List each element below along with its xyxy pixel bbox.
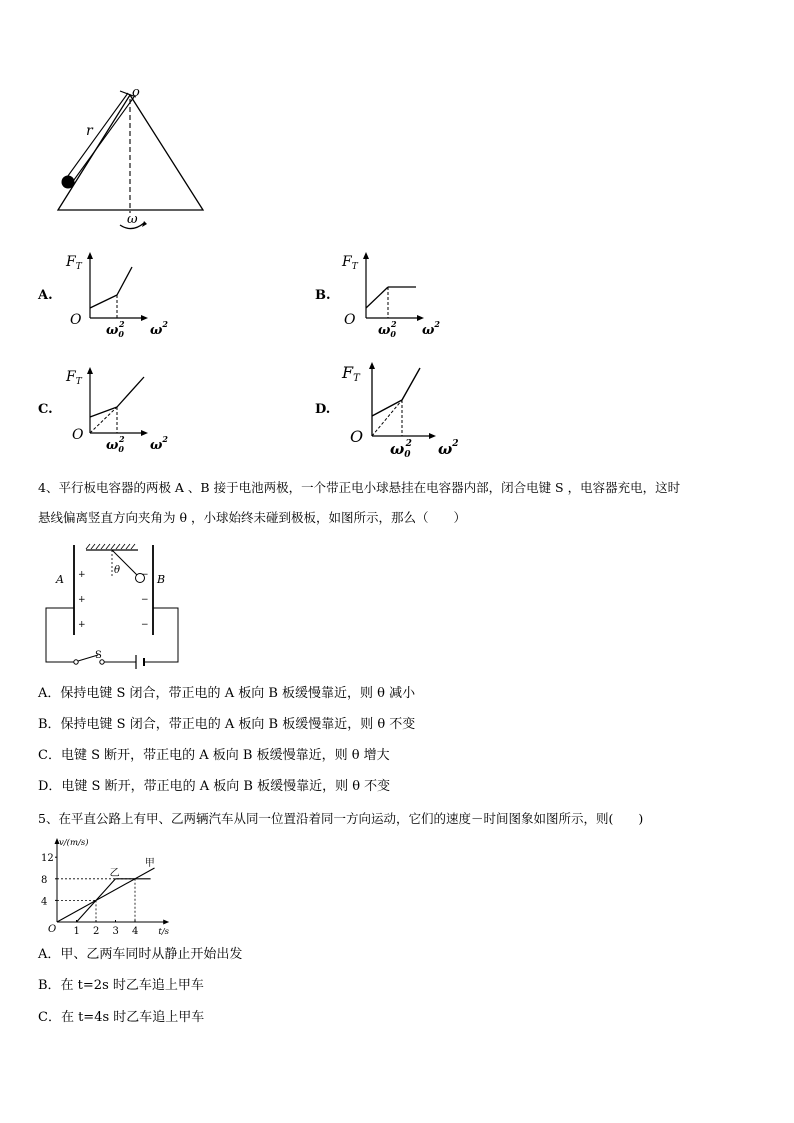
x-tick-label: 3 [112, 926, 119, 937]
label-s: S [95, 650, 102, 661]
label-b: B [157, 573, 166, 586]
svg-text:ω2 [422, 319, 440, 338]
label-omega: ω [127, 212, 138, 227]
plus-3: + [78, 620, 86, 630]
svg-text:FT [341, 363, 361, 384]
omega0-sup: 2 [118, 319, 125, 329]
minus-2: − [141, 595, 149, 605]
graph-c [62, 365, 177, 453]
omega0-label: ω [378, 323, 391, 338]
svg-text:ω2 [438, 439, 459, 458]
omega-axis-label: ω [422, 323, 435, 338]
plus-2: + [78, 595, 86, 605]
y-tick-label: 12 [41, 853, 54, 865]
ft-sub: T [75, 262, 82, 272]
origin-label: O [72, 427, 84, 443]
omega-axis-label: ω [438, 440, 453, 458]
ft-sub: T [75, 377, 82, 387]
x-axis-label: t/s [158, 927, 170, 937]
series-yi-label: 乙 [109, 867, 120, 879]
x-tick-label: 1 [73, 926, 80, 937]
series-jia-label: 甲 [144, 858, 155, 869]
omega0-label: ω [106, 323, 119, 338]
ball [62, 176, 75, 189]
plus-1: + [78, 570, 86, 580]
q4-stem-line2: 悬线偏离竖直方向夹角为 θ ，小球始终未碰到极板，如图所示，那么（ ） [38, 510, 466, 525]
graph-a [62, 250, 177, 338]
origin-label: O [350, 427, 364, 446]
x-axis-arrow [163, 920, 169, 925]
origin-label: O [344, 312, 356, 328]
graph-a-line1 [90, 295, 117, 308]
ft-sub: T [353, 373, 360, 384]
minus-3: − [141, 620, 149, 630]
y-tick-label: 8 [41, 874, 48, 886]
graph-c-line1 [90, 407, 117, 417]
graph-b-line1 [366, 287, 388, 308]
ft-label: F [342, 254, 352, 270]
omega-axis-label: ω [150, 438, 163, 453]
graph-option-a-label: A. [38, 288, 53, 303]
ft-label: F [66, 254, 76, 270]
graph-option-c-label: C. [38, 402, 53, 417]
q4-stem-line1: 4、平行板电容器的两极 A 、B 接于电池两极，一个带正电小球悬挂在电容器内部，闭合电键 S ，电容器充电，这时 [38, 480, 681, 495]
origin-label: O [48, 924, 57, 935]
series-jia-line [57, 868, 155, 922]
graph-d [340, 360, 470, 458]
omega-axis-sup: 2 [434, 319, 440, 329]
graph-c-line2 [117, 377, 144, 407]
omega0-sub: 0 [390, 329, 396, 338]
graph-option-b-label: B. [315, 288, 331, 303]
graph-d-line1 [372, 400, 402, 416]
svg-text:FT [341, 254, 359, 272]
vt-chart [30, 835, 180, 940]
string-line-1 [65, 93, 128, 180]
minus-1: − [141, 570, 149, 580]
q4-option-d: D．电键 S 断开，带正电的 A 板向 B 板缓慢靠近，则 θ 不变 [38, 779, 391, 794]
omega0-label: ω [106, 438, 119, 453]
switch-contact-1 [74, 660, 78, 664]
svg-text:ω02 [106, 319, 125, 338]
q5-stem: 5、在平直公路上有甲、乙两辆汽车从同一位置沿着同一方向运动，它们的速度－时间图象如图所示，则( ) [38, 811, 644, 826]
omega-axis-label: ω [150, 323, 163, 338]
svg-text:ω2 [150, 319, 168, 338]
omega0-sup: 2 [405, 439, 412, 449]
q5-option-b: B．在 t=2s 时乙车追上甲车 [38, 978, 204, 993]
q4-option-b: B．保持电键 S 闭合，带正电的 A 板向 B 板缓慢靠近，则 θ 不变 [38, 717, 416, 732]
omega-axis-sup: 2 [452, 439, 459, 449]
svg-text:ω2 [150, 434, 168, 453]
q5-option-c: C．在 t=4s 时乙车追上甲车 [38, 1010, 205, 1025]
omega0-sup: 2 [390, 319, 397, 329]
q4-option-a: A．保持电键 S 闭合，带正电的 A 板向 B 板缓慢靠近，则 θ 减小 [38, 686, 416, 701]
graph-a-line2 [117, 267, 132, 295]
x-tick-label: 4 [132, 926, 139, 937]
label-theta: θ [114, 565, 121, 576]
ft-sub: T [351, 262, 358, 272]
omega0-sup: 2 [118, 434, 125, 444]
origin-label: O [70, 312, 82, 328]
x-tick-label: 2 [93, 926, 100, 937]
q5-option-a: A．甲、乙两车同时从静止开始出发 [38, 947, 243, 962]
omega-axis-sup: 2 [162, 319, 168, 329]
ft-label: F [342, 363, 354, 382]
svg-text:FT [65, 369, 83, 387]
omega0-sub: 0 [118, 329, 124, 338]
y-axis-label: v/(m/s) [59, 838, 89, 848]
svg-text:ω02 [378, 319, 397, 338]
label-r: r [86, 123, 93, 139]
capacitor-figure [40, 540, 190, 670]
omega0-sub: 0 [404, 450, 411, 458]
svg-text:ω02 [390, 439, 412, 458]
svg-text:ω02 [106, 434, 125, 453]
svg-text:FT [65, 254, 83, 272]
ft-label: F [66, 369, 76, 385]
q4-option-c: C．电键 S 断开，带正电的 A 板向 B 板缓慢靠近，则 θ 增大 [38, 748, 390, 763]
graph-d-line2 [402, 368, 420, 400]
omega0-label: ω [390, 440, 405, 458]
label-o: o [132, 85, 140, 100]
omega0-sub: 0 [118, 444, 124, 453]
graph-b [338, 250, 453, 338]
graph-option-d-label: D. [315, 402, 331, 417]
pendulum-figure [50, 85, 220, 235]
y-tick-label: 4 [41, 896, 48, 908]
label-a: A [56, 573, 64, 586]
omega-axis-sup: 2 [162, 434, 168, 444]
string-line-2 [71, 97, 134, 184]
cone-triangle [58, 95, 203, 210]
